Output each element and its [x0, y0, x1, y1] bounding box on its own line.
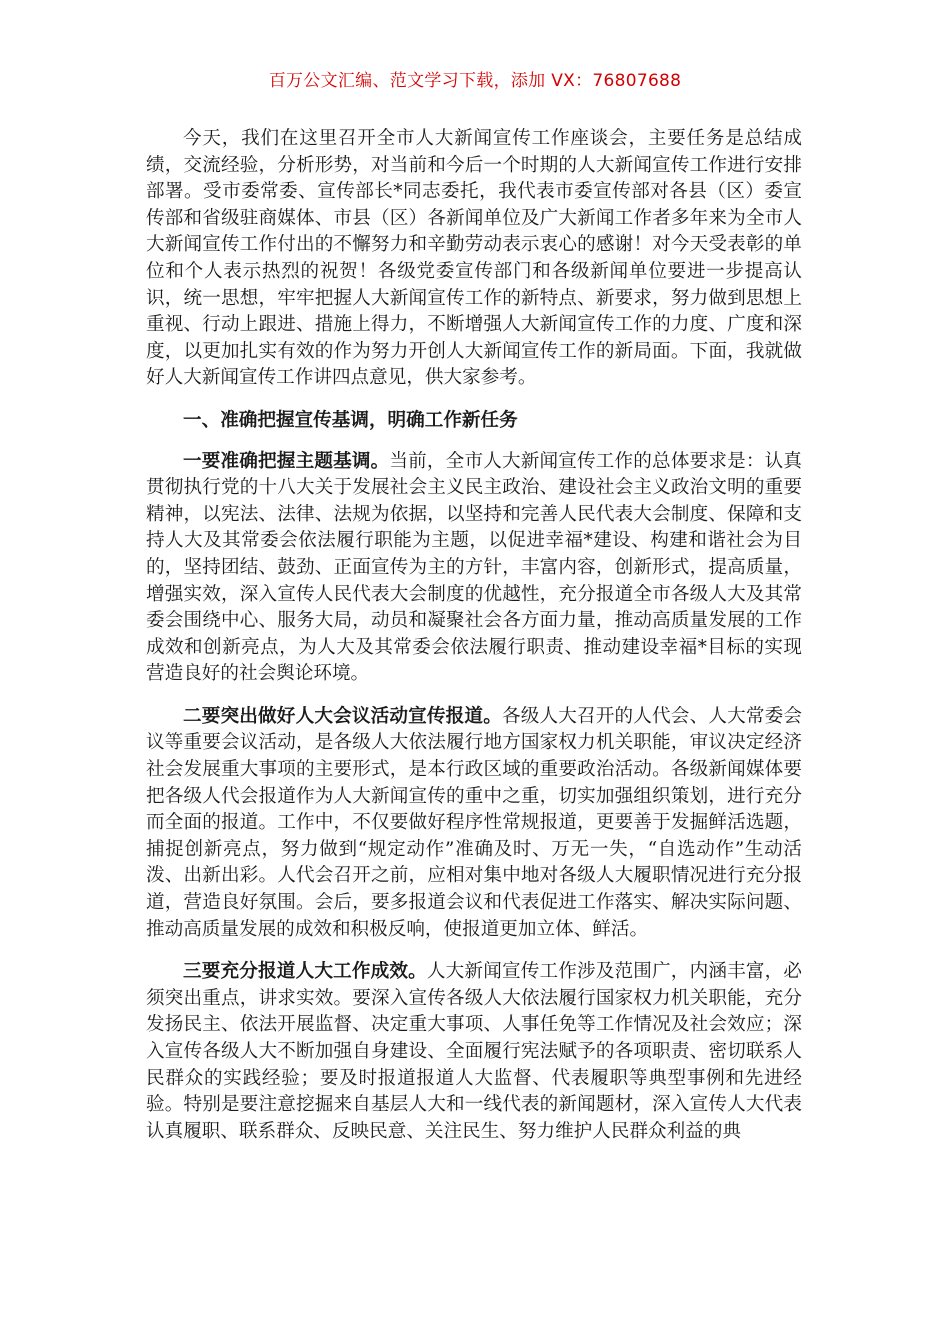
header-banner: 百万公文汇编、范文学习下载，添加 VX：76807688	[268, 71, 682, 91]
document-body	[146, 126, 802, 1161]
paragraph-1-lead: 一要准确把握主题基调。	[183, 450, 390, 472]
paragraph-2	[146, 704, 802, 943]
paragraph-3-lead: 三要充分报道人大工作成效。	[183, 961, 427, 983]
paragraph-2-lead: 二要突出做好人大会议活动宣传报道。	[183, 705, 502, 727]
paragraph-1-text: 当前，全市人大新闻宣传工作的总体要求是：认真贯彻执行党的十八大关于发展社会主义民主政治、建设社会主义政治文明的重要精神，以宪法、法律、法规为依据，以坚持和完善人民代表大会制度、保障和支持人大及其常委会依法履行职能为主题，以促进幸福*建设、构建和谐社会为目的，坚持团结、鼓劲、正面宣传为主的方针，丰富内容，创新形式，提高质量，增强实效，深入宣传人民代表大会制度的优越性，充分报道全市各级人大及其常委会围绕中心、服务大局，动员和凝聚社会各方面力量，推动高质量发展的工作成效和创新亮点，为人大及其常委会依法履行职责、推动建设幸福*目标的实现营造良好的社会舆论环境。	[146, 450, 802, 685]
intro-paragraph: 今天，我们在这里召开全市人大新闻宣传工作座谈会，主要任务是总结成绩，交流经验，分析形势，对当前和今后一个时期的人大新闻宣传工作进行安排部署。受市委常委、宣传部长*同志委托，我代表市委宣传部对各县（区）委宣传部和省级驻商媒体、市县（区）各新闻单位及广大新闻工作者多年来为全市人大新闻宣传工作付出的不懈努力和辛勤劳动表示衷心的感谢！对今天受表彰的单位和个人表示热烈的祝贺！各级党委宣传部门和各级新闻单位要进一步提高认识，统一思想，牢牢把握人大新闻宣传工作的新特点、新要求，努力做到思想上重视、行动上跟进、措施上得力，不断增强人大新闻宣传工作的力度、广度和深度，以更加扎实有效的作为努力开创人大新闻宣传工作的新局面。下面，我就做好人大新闻宣传工作讲四点意见，供大家参考。	[146, 128, 802, 389]
paragraph-3-text: 人大新闻宣传工作涉及范围广，内涵丰富，必须突出重点，讲求实效。要深入宣传各级人大依法履行国家权力机关职能，充分发扬民主、依法开展监督、决定重大事项、人事任免等工作情况及社会效应；深入宣传各级人大不断加强自身建设、全面履行宪法赋予的各项职责、密切联系人民群众的实践经验；要及时报道报道人大监督、代表履职等典型事例和先进经验。特别是要注意挖掘来自基层人大和一线代表的新闻题材，深入宣传人大代表认真履职、联系群众、反映民意、关注民生、努力维护人民群众利益的典	[146, 961, 802, 1142]
paragraph-3	[146, 959, 802, 1145]
paragraph-2-text: 各级人大召开的人代会、人大常委会议等重要会议活动，是各级人大依法履行地方国家权力机关职能，审议决定经济社会发展重大事项的主要形式，是本行政区域的重要政治活动。各级新闻媒体要把各级人代会报道作为人大新闻宣传的重中之重，切实加强组织策划，进行充分而全面的报道。工作中，不仅要做好程序性常规报道，更要善于发掘鲜活选题，捕捉创新亮点，努力做到“规定动作”准确及时、万无一失，“自选动作”生动活泼、出新出彩。人代会召开之前，应相对集中地对各级人大履职情况进行充分报道，营造良好氛围。会后，要多报道会议和代表促进工作落实、解决实际问题、推动高质量发展的成效和积极反响，使报道更加立体、鲜活。	[146, 705, 802, 940]
paragraph-1	[146, 449, 802, 688]
section-heading: 一、准确把握宣传基调，明确工作新任务	[183, 409, 518, 431]
